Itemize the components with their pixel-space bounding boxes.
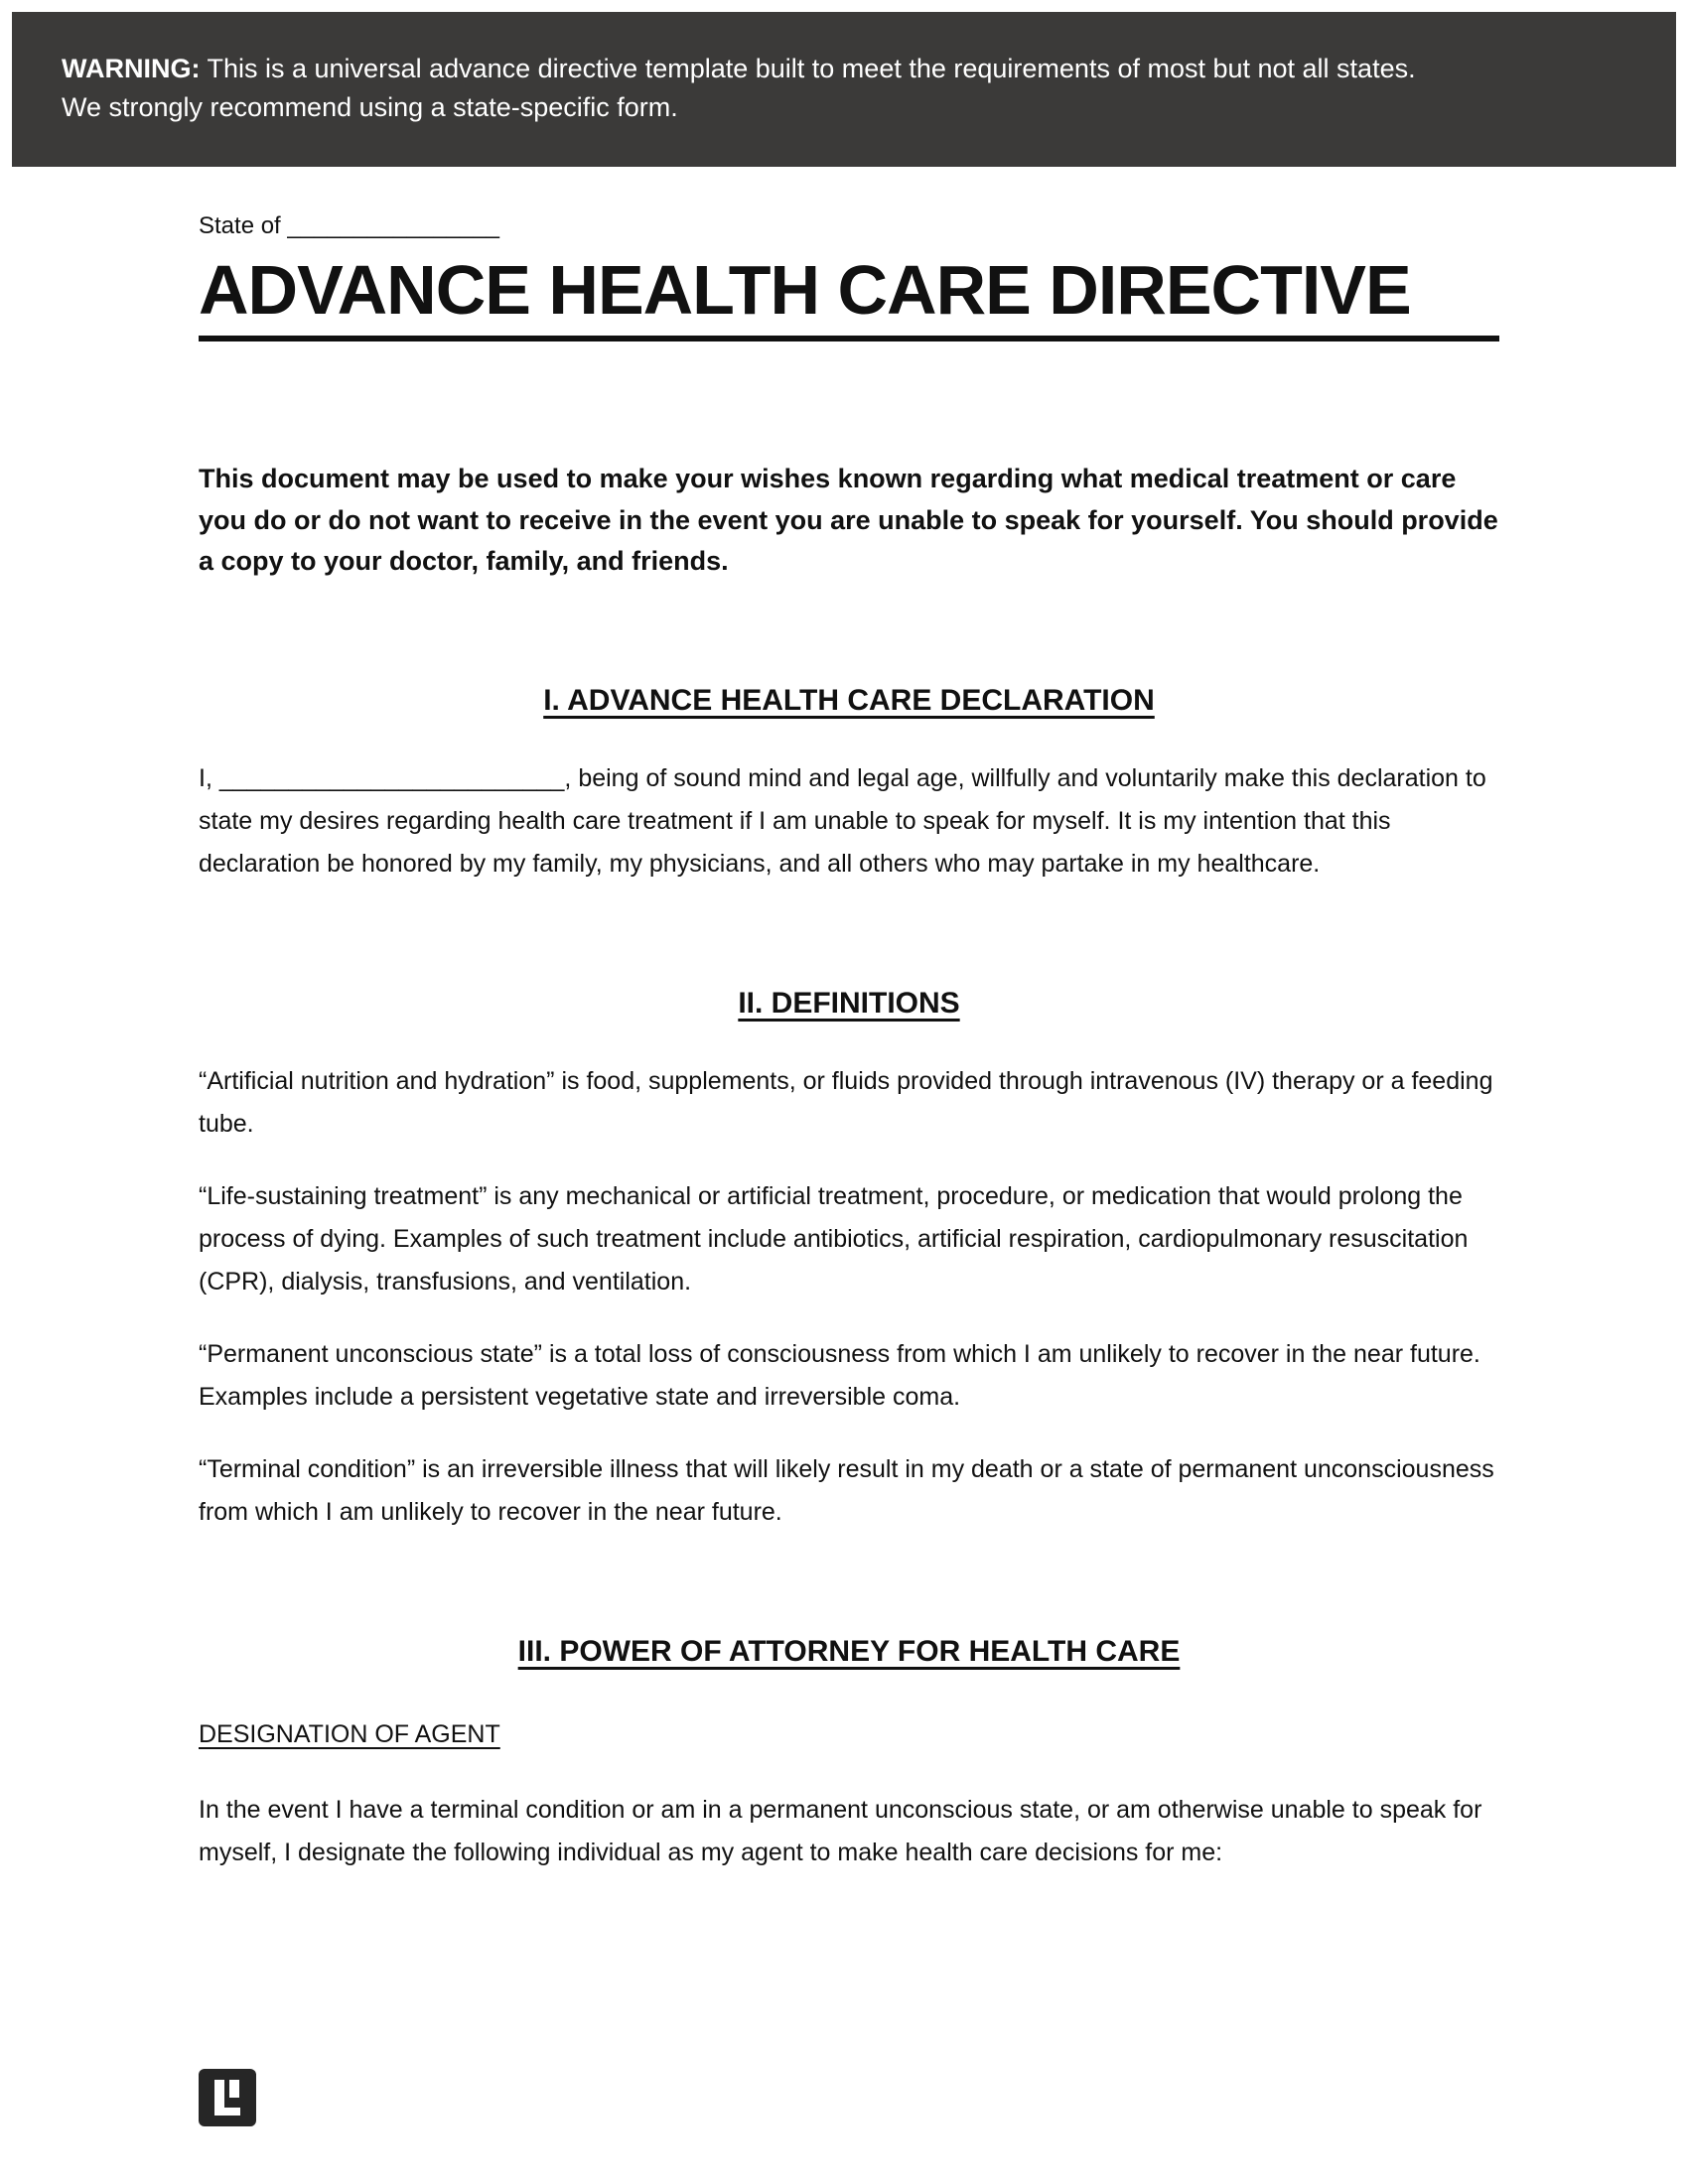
definition-artificial-nutrition: “Artificial nutrition and hydration” is food, supplements, or fluids provided through intravenous (IV) therapy or a feeding tube. (199, 1067, 1493, 1139)
definition-permanent-unconscious-state: “Permanent unconscious state” is a total loss of consciousness from which I am unlikely to recover in the near future. Examples include a persistent vegetative state and irreversible coma. (199, 1340, 1480, 1412)
legal-templates-logo-icon (199, 2069, 256, 2126)
section-heading-declaration: I. ADVANCE HEALTH CARE DECLARATION (543, 684, 1155, 718)
section-heading-definitions: II. DEFINITIONS (738, 987, 960, 1021)
state-of-line: State of ________________ (199, 212, 499, 240)
legal-templates-logo (199, 2069, 256, 2126)
warning-text (62, 50, 1422, 127)
title-divider (199, 336, 1499, 341)
declaration-paragraph: I, _________________________, being of sound mind and legal age, willfully and voluntarily make this declaration to state my desires regarding health care treatment if I am unable to speak for myself. It is my intention that this declaration be honored by my family, my physicians, and all others who may partake in my healthcare. (199, 764, 1486, 879)
warning-banner (12, 12, 1676, 167)
warning-body: This is a universal advance directive template built to meet the requirements of most but not all states. We strongly recommend using a state-specific form. (62, 54, 1416, 123)
designation-of-agent-paragraph: In the event I have a terminal condition or am in a permanent unconscious state, or am otherwise unable to speak for myself, I designate the following individual as my agent to make health care decisions for me: (199, 1796, 1482, 1867)
page-title: ADVANCE HEALTH CARE DIRECTIVE (199, 251, 1411, 330)
definition-life-sustaining-treatment: “Life-sustaining treatment” is any mechanical or artificial treatment, procedure, or medication that would prolong the process of dying. Examples of such treatment include antibiotics, artificial respiration, cardiopulmonary resuscitation (CPR), dialysis, transfusions, and ventilation. (199, 1182, 1469, 1297)
document-content (199, 212, 1499, 1874)
definition-terminal-condition: “Terminal condition” is an irreversible illness that will likely result in my death or a state of permanent unconsciousness from which I am unlikely to recover in the near future. (199, 1455, 1494, 1527)
intro-paragraph: This document may be used to make your wishes known regarding what medical treatment or care you do or do not want to receive in the event you are unable to speak for yourself. You should provide a copy to your doctor, family, and friends. (199, 463, 1498, 577)
warning-label: WARNING: (62, 54, 201, 83)
designation-of-agent-subheading: DESIGNATION OF AGENT (199, 1720, 500, 1749)
section-heading-power-of-attorney: III. POWER OF ATTORNEY FOR HEALTH CARE (517, 1635, 1181, 1669)
